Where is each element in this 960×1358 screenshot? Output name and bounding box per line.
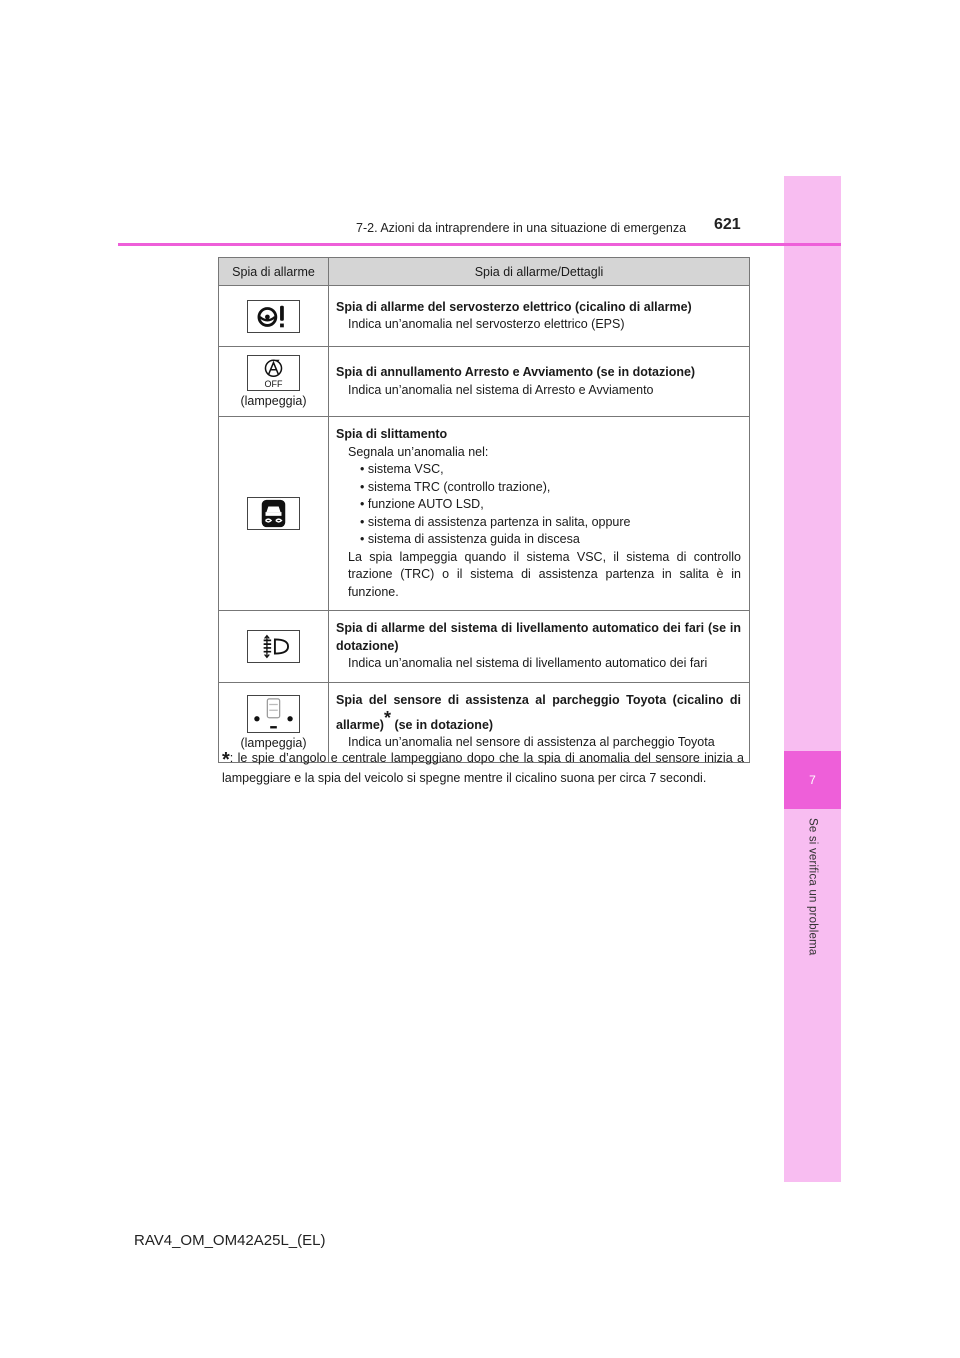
table-header-row bbox=[219, 258, 750, 286]
parking-sensor-icon bbox=[247, 695, 300, 733]
table-row bbox=[219, 417, 750, 611]
list-item: • sistema di assistenza partenza in salita, oppure bbox=[348, 514, 741, 532]
column-header-light: Spia di allarme bbox=[219, 258, 329, 286]
table-row bbox=[219, 611, 750, 683]
list-item: • sistema VSC, bbox=[348, 461, 741, 479]
light-icon-cell bbox=[219, 347, 329, 417]
entry-title bbox=[336, 692, 741, 734]
light-details-cell bbox=[329, 286, 750, 347]
list-item: • funzione AUTO LSD, bbox=[348, 496, 741, 514]
manual-code: RAV4_OM_OM42A25L_(EL) bbox=[134, 1232, 326, 1249]
stop-start-cancel-off-icon bbox=[247, 355, 300, 391]
list-item: • sistema di assistenza guida in discesa bbox=[348, 531, 741, 549]
chapter-title-tab bbox=[784, 818, 841, 978]
chapter-title: Se si verifica un problema bbox=[806, 818, 819, 956]
entry-title-suffix: (se in dotazione) bbox=[390, 717, 494, 732]
light-icon-cell bbox=[219, 286, 329, 347]
entry-title: Spia di allarme del sistema di livellamento automatico dei fari (se in dotazione) bbox=[336, 621, 741, 653]
header-rule bbox=[118, 243, 841, 246]
chapter-side-tab bbox=[784, 176, 841, 1182]
flash-label: (lampeggia) bbox=[240, 394, 307, 408]
entry-description: Indica un’anomalia nel sensore di assistenza al parcheggio Toyota bbox=[348, 735, 715, 750]
eps-steering-warning-icon bbox=[247, 300, 300, 333]
light-icon-cell bbox=[219, 417, 329, 611]
entry-description: La spia lampeggia quando il sistema VSC, il sistema di controllo trazione (TRC) o il sistema di assistenza partenza in salita è in funzione. bbox=[348, 549, 741, 599]
list-item: • sistema TRC (controllo trazione), bbox=[348, 479, 741, 497]
entry-title: Spia di annullamento Arresto e Avviamento (se in dotazione) bbox=[336, 365, 696, 379]
footnote bbox=[222, 750, 744, 787]
entry-description: Indica un’anomalia nel sistema di Arresto e Avviamento bbox=[348, 382, 654, 397]
stop-start-off-label: OFF bbox=[264, 379, 283, 390]
slip-indicator-icon bbox=[247, 497, 300, 530]
light-icon-cell bbox=[219, 611, 329, 683]
entry-title: Spia di allarme del servosterzo elettrico (cicalino di allarme) bbox=[336, 299, 692, 314]
page-number: 621 bbox=[714, 216, 741, 233]
entry-title: Spia di slittamento bbox=[336, 427, 448, 441]
table-row bbox=[219, 286, 750, 347]
column-header-details: Spia di allarme/Dettagli bbox=[329, 258, 750, 286]
flash-label: (lampeggia) bbox=[240, 735, 307, 750]
chapter-number-tab bbox=[784, 751, 841, 809]
light-details-cell bbox=[329, 347, 750, 417]
entry-description: Indica un’anomalia nel sistema di livellamento automatico dei fari bbox=[348, 656, 708, 670]
entry-intro: Segnala un’anomalia nel: bbox=[348, 444, 489, 459]
footnote-star: * bbox=[383, 707, 391, 728]
light-details-cell bbox=[329, 417, 750, 611]
warning-lights-table bbox=[218, 257, 750, 763]
entry-description: Indica un’anomalia nel servosterzo elettrico (EPS) bbox=[348, 317, 625, 331]
entry-title-main: Spia del sensore di assistenza al parcheggio Toyota (cicalino di allarme) bbox=[336, 693, 741, 732]
light-details-cell bbox=[329, 611, 750, 683]
table-row bbox=[219, 347, 750, 417]
chapter-number: 7 bbox=[809, 773, 816, 787]
footnote-text: : le spie d’angolo e centrale lampeggiano dopo che la spia di anomalia del sensore inizia a lampeggiare e la spia del veicolo si spegne mentre il cicalino suona per circa 7 secondi. bbox=[222, 751, 744, 785]
headlight-leveling-warning-icon bbox=[247, 630, 300, 663]
footnote-marker: * bbox=[222, 749, 230, 771]
section-title: 7-2. Azioni da intraprendere in una situazione di emergenza bbox=[356, 221, 687, 235]
